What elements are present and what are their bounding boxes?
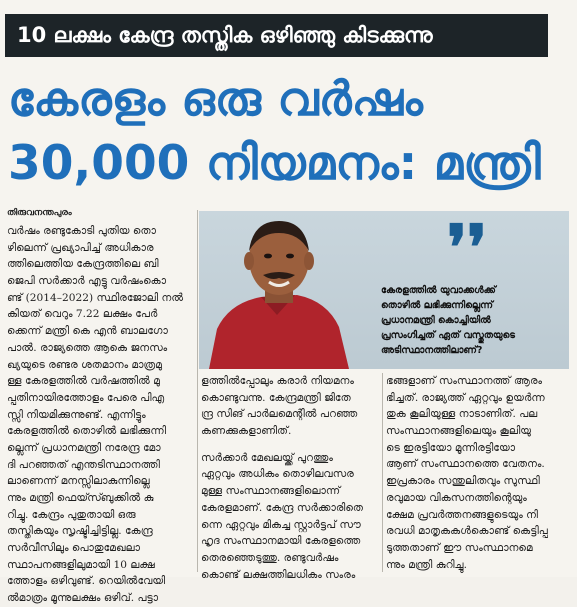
article-line: ല്ലെന്ന് പ്രധാനമന്ത്രി നരേന്ദ്ര മോ [7, 441, 161, 454]
article-line: ത്തിലെത്തിയ കേന്ദ്രത്തിലെ ബി [7, 258, 159, 271]
article-line: പ്പതിനായിരത്തോളം പേരെ പിഎ [7, 391, 165, 404]
headline-line-1: കേരളം ഒരു വർഷം [8, 72, 423, 127]
article-line: ന്നും മന്ത്രി ഫെയ്സ്ബുക്കിൽ കു [7, 492, 154, 504]
article-column-1 [7, 223, 195, 607]
article-line: രവധി മാതൃകകൾകൊണ്ട് കെട്ടിപ്പ [386, 525, 548, 538]
article-line: മുള്ള സംസ്ഥാനങ്ങളിലൊന്ന് [201, 485, 341, 498]
article-column-2 [201, 373, 377, 583]
pull-quote-line: പ്രധാനമന്ത്രി കൊച്ചിയിൽ [381, 315, 491, 326]
article-line: സംസ്ഥാനങ്ങളിലെയും കൂലിയു [386, 425, 532, 438]
article-line: പാൽ. രാജ്യത്തെ ആകെ ജനസം [7, 341, 168, 354]
article-line: ക്കെന്ന് മന്ത്രി കെ എൻ ബാലഗോ [7, 325, 168, 338]
pull-quote-line: തൊഴിൽ ലഭിക്കുന്നില്ലെന്ന് [381, 300, 493, 311]
article-line: കൊണ്ടുവന്നു. കേന്ദ്രമന്ത്രി ജിതേ [201, 391, 351, 404]
article-line: ളത്തിൽപ്പോലും കരാർ നിയമനം [201, 375, 354, 387]
article-line: ഖ്യയുടെ രണ്ടര ശതമാനം മാത്രമു [7, 358, 162, 371]
article-line: ൽമാത്രം മൂന്നുലക്ഷം ഒഴിവ്. പട്ടാ [7, 592, 159, 605]
article-line: സർക്കാർ മേഖലയ്ക്ക് പുറത്തും [201, 451, 333, 464]
article-line: ലാണെന്ന് മനസ്സിലാകുന്നില്ലെ [7, 475, 150, 488]
pull-quote [381, 283, 541, 358]
article-line: ക്ഷേമ പ്രവർത്തനങ്ങളുടെയും നി [386, 508, 538, 521]
article-line: ടുത്തതാണ് ഈ സംസ്ഥാനമെ [386, 541, 533, 554]
article-line: ന്നും മന്ത്രി കുറിച്ചു. [386, 558, 467, 571]
article-column-3 [386, 373, 562, 573]
kicker-banner: 10 ലക്ഷം കേന്ദ്ര തസ്തിക ഒഴിഞ്ഞു കിടക്കുന്നു [5, 14, 548, 57]
column-divider [382, 373, 383, 572]
article-line: സ്ഥാപനങ്ങളിലുമായി 10 ലക്ഷ [7, 558, 155, 571]
pull-quote-line: അടിസ്ഥാനത്തിലാണ്? [381, 345, 483, 356]
article-line: ജെപി സർക്കാർ എട്ടു വർഷംകൊ [7, 275, 167, 288]
article-line: ള്ള കേരളത്തിൽ വർഷത്തിൽ മു [7, 375, 160, 388]
article-line: കണക്കുകളാണിത്. [201, 425, 292, 438]
headline-line-2: 30,000 നിയമനം: മന്ത്രി [8, 136, 541, 191]
article-line: തുക കൂലിയുള്ള നാടാണിത്. പല [386, 408, 538, 421]
pull-quote-line: കേരളത്തിൽ യുവാക്കൾക്ക് [381, 285, 496, 296]
article-line: ഇപ്രകാരം സന്തുലിതവും സുസ്ഥി [386, 475, 540, 488]
article-line: ന്നെ ഏറ്റവും മികച്ച സ്റ്റാർട്ടപ് സൗ [201, 518, 361, 531]
article-line: തസ്തികയും സൃഷ്ടിച്ചിട്ടില്ല. കേന്ദ്ര [7, 525, 153, 538]
article-line: കേരളത്തിൽ തൊഴിൽ ലഭിക്കുന്നി [7, 425, 166, 438]
article-line: ആണ് സംസ്ഥാനത്തെ വേതനം. [386, 458, 545, 471]
pull-quote-line: പ്രസംഗിച്ചത് ഏത് വസ്തുതയുടെ [381, 330, 516, 341]
article-line: കൊണ്ട് ലക്ഷത്തിലധികം സംരം [201, 568, 356, 581]
article-line: കേരളമാണ്. കേന്ദ്ര സർക്കാരിതെ [201, 501, 363, 514]
article-line: സർവീസിലും പൊതുമേഖലാ [7, 542, 141, 555]
article-line: ഏറ്റവും അധികം തൊഴിലവസര [201, 468, 354, 481]
article-line: ന്ദ്ര സിങ് പാർലമെന്റിൽ പറഞ്ഞ [201, 408, 358, 421]
article-line: തെരഞ്ഞെടുത്തു. രണ്ടുവർഷം [201, 551, 339, 564]
article-line: ഹൃദ സംസ്ഥാനമായി കേരളത്തെ [201, 535, 361, 548]
minister-photo [199, 211, 569, 369]
article-line: ഭിച്ചത്. രാജ്യത്ത് ഏറ്റവും ഉയർന്ന [386, 391, 545, 404]
paragraph-gap [201, 440, 377, 450]
article-line: ഭങ്ങളാണ് സംസ്ഥാനത്ത് ആരം [386, 375, 543, 387]
article-line: സ്സി നിയമിക്കുന്നുണ്ട്. എന്നിട്ടും [7, 408, 146, 421]
quote-marks-icon: ❜❜ [447, 211, 487, 284]
article-line: റിച്ചു. കേന്ദ്രം പുതുതായി ഒരു [7, 508, 136, 521]
article-line: ദി പറഞ്ഞത് എന്തടിസ്ഥാനത്തി [7, 458, 160, 471]
article-line: ടെ ഇരട്ടിയോ മൂന്നിരട്ടിയോ [386, 441, 516, 454]
article-line: ണ്ട് (2014–2022) സ്ഥിരജോലി നൽ [7, 291, 184, 304]
article-line: വർഷം രണ്ടുകോടി പുതിയ തൊ [7, 225, 156, 237]
article-line: ത്തോളം ഒഴിവുണ്ട്. റെയിൽവേയി [7, 575, 166, 588]
article-line: രവുമായ വികസനത്തിന്റെയും [386, 491, 527, 504]
article-line: ഴിലെന്ന് പ്രഖ്യാപിച്ച് അധികാര [7, 241, 154, 254]
column-divider [197, 210, 198, 572]
dateline: തിരുവനന്തപുരം [7, 208, 72, 218]
article-line: കിയത് വെറും 7.22 ലക്ഷം പേർ [7, 308, 158, 321]
